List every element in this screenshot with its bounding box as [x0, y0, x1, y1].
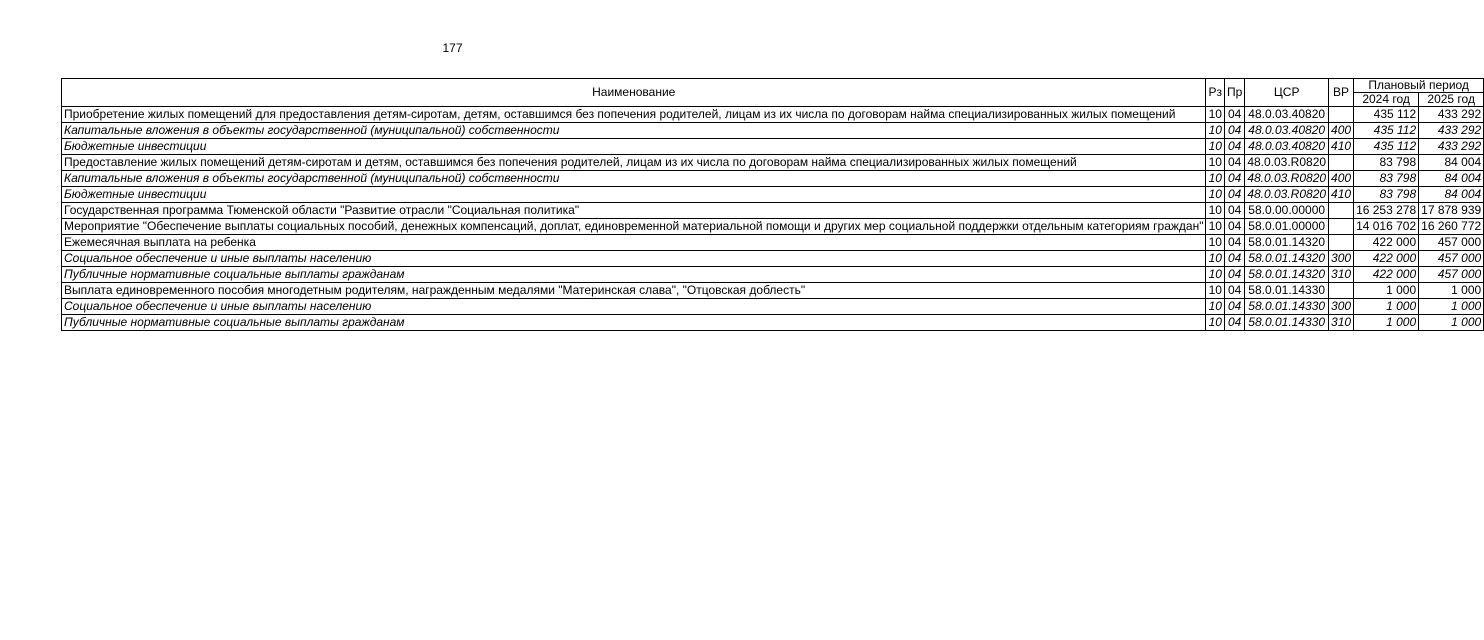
- row-rz: 10: [1206, 219, 1225, 235]
- header-year-2025: 2025 год: [1419, 93, 1484, 107]
- row-pr: 04: [1225, 187, 1245, 203]
- row-amount-2025: 433 292: [1419, 107, 1484, 123]
- row-amount-2024: 1 000: [1354, 315, 1419, 331]
- row-rz: 10: [1206, 187, 1225, 203]
- row-rz: 10: [1206, 171, 1225, 187]
- row-amount-2024: 16 253 278: [1354, 203, 1419, 219]
- row-csr: 48.0.03.R0820: [1245, 187, 1329, 203]
- row-vr: [1329, 235, 1354, 251]
- row-pr: 04: [1225, 219, 1245, 235]
- budget-table: [61, 78, 1484, 331]
- row-pr: 04: [1225, 299, 1245, 315]
- table-row: [62, 219, 1484, 235]
- table-row: [62, 171, 1484, 187]
- row-csr: 58.0.01.14330: [1245, 283, 1329, 299]
- row-amount-2025: 457 000: [1419, 267, 1484, 283]
- row-pr: 04: [1225, 251, 1245, 267]
- row-vr: 400: [1329, 171, 1354, 187]
- row-amount-2025: 84 004: [1419, 171, 1484, 187]
- row-name: Бюджетные инвестиции: [62, 187, 1206, 203]
- row-vr: 410: [1329, 187, 1354, 203]
- row-vr: [1329, 107, 1354, 123]
- row-pr: 04: [1225, 107, 1245, 123]
- header-name: Наименование: [62, 79, 1206, 107]
- header-vr: ВР: [1329, 79, 1354, 107]
- row-vr: 310: [1329, 267, 1354, 283]
- row-rz: 10: [1206, 123, 1225, 139]
- row-amount-2024: 422 000: [1354, 267, 1419, 283]
- row-vr: 410: [1329, 139, 1354, 155]
- row-rz: 10: [1206, 283, 1225, 299]
- table-body: [62, 107, 1484, 331]
- row-rz: 10: [1206, 235, 1225, 251]
- row-pr: 04: [1225, 267, 1245, 283]
- row-pr: 04: [1225, 283, 1245, 299]
- row-amount-2025: 16 260 772: [1419, 219, 1484, 235]
- row-name: Приобретение жилых помещений для предоставления детям-сиротам, детям, оставшимся без попечения родителей, лицам из их числа по договорам найма специализированных жилых помещений: [62, 107, 1206, 123]
- row-amount-2025: 1 000: [1419, 283, 1484, 299]
- table-row: [62, 187, 1484, 203]
- row-name: Капитальные вложения в объекты государственной (муниципальной) собственности: [62, 123, 1206, 139]
- row-vr: [1329, 283, 1354, 299]
- row-vr: 310: [1329, 315, 1354, 331]
- row-pr: 04: [1225, 235, 1245, 251]
- table-row: [62, 123, 1484, 139]
- table-row: [62, 315, 1484, 331]
- row-amount-2024: 435 112: [1354, 123, 1419, 139]
- header-csr: ЦСР: [1245, 79, 1329, 107]
- row-vr: [1329, 203, 1354, 219]
- row-amount-2025: 457 000: [1419, 235, 1484, 251]
- row-csr: 48.0.03.40820: [1245, 107, 1329, 123]
- row-vr: 300: [1329, 251, 1354, 267]
- row-name: Социальное обеспечение и иные выплаты населению: [62, 299, 1206, 315]
- header-year-2024: 2024 год: [1354, 93, 1419, 107]
- row-csr: 58.0.01.00000: [1245, 219, 1329, 235]
- row-name: Капитальные вложения в объекты государственной (муниципальной) собственности: [62, 171, 1206, 187]
- row-amount-2024: 83 798: [1354, 155, 1419, 171]
- row-amount-2025: 1 000: [1419, 315, 1484, 331]
- table-row: [62, 139, 1484, 155]
- row-pr: 04: [1225, 123, 1245, 139]
- row-amount-2025: 433 292: [1419, 123, 1484, 139]
- row-amount-2024: 435 112: [1354, 139, 1419, 155]
- row-csr: 58.0.01.14320: [1245, 235, 1329, 251]
- row-name: Публичные нормативные социальные выплаты гражданам: [62, 315, 1206, 331]
- row-amount-2024: 435 112: [1354, 107, 1419, 123]
- row-amount-2024: 422 000: [1354, 235, 1419, 251]
- row-amount-2024: 14 016 702: [1354, 219, 1419, 235]
- page-number: 177: [442, 41, 463, 55]
- row-csr: 58.0.01.14330: [1245, 315, 1329, 331]
- row-pr: 04: [1225, 315, 1245, 331]
- row-amount-2024: 83 798: [1354, 187, 1419, 203]
- table-row: [62, 107, 1484, 123]
- row-amount-2025: 17 878 939: [1419, 203, 1484, 219]
- row-vr: 400: [1329, 123, 1354, 139]
- row-rz: 10: [1206, 203, 1225, 219]
- row-amount-2024: 422 000: [1354, 251, 1419, 267]
- row-name: Ежемесячная выплата на ребенка: [62, 235, 1206, 251]
- row-csr: 48.0.03.R0820: [1245, 171, 1329, 187]
- row-rz: 10: [1206, 155, 1225, 171]
- row-pr: 04: [1225, 203, 1245, 219]
- row-name: Государственная программа Тюменской области "Развитие отрасли "Социальная политика": [62, 203, 1206, 219]
- row-pr: 04: [1225, 171, 1245, 187]
- table-row: [62, 251, 1484, 267]
- header-rz: Рз: [1206, 79, 1225, 107]
- row-amount-2024: 83 798: [1354, 171, 1419, 187]
- table-row: [62, 155, 1484, 171]
- row-name: Выплата единовременного пособия многодетным родителям, награжденным медалями "Материнская слава", "Отцовская доблесть": [62, 283, 1206, 299]
- row-name: Мероприятие "Обеспечение выплаты социальных пособий, денежных компенсаций, доплат, единовременной материальной помощи и других мер социальной поддержки отдельным категориям граждан": [62, 219, 1206, 235]
- header-planned-period: Плановый период: [1354, 79, 1484, 93]
- row-rz: 10: [1206, 315, 1225, 331]
- row-amount-2024: 1 000: [1354, 299, 1419, 315]
- row-vr: [1329, 155, 1354, 171]
- row-csr: 58.0.01.14320: [1245, 251, 1329, 267]
- row-amount-2025: 84 004: [1419, 155, 1484, 171]
- row-rz: 10: [1206, 251, 1225, 267]
- row-csr: 58.0.01.14320: [1245, 267, 1329, 283]
- row-amount-2024: 1 000: [1354, 283, 1419, 299]
- table-row: [62, 299, 1484, 315]
- row-name: Предоставление жилых помещений детям-сиротам и детям, оставшимся без попечения родителей, лицам из их числа по договорам найма специализированных жилых помещений: [62, 155, 1206, 171]
- row-rz: 10: [1206, 299, 1225, 315]
- table-row: [62, 235, 1484, 251]
- row-name: Публичные нормативные социальные выплаты гражданам: [62, 267, 1206, 283]
- row-rz: 10: [1206, 267, 1225, 283]
- row-amount-2025: 1 000: [1419, 299, 1484, 315]
- table-row: [62, 203, 1484, 219]
- row-name: Социальное обеспечение и иные выплаты населению: [62, 251, 1206, 267]
- row-csr: 58.0.01.14330: [1245, 299, 1329, 315]
- row-vr: 300: [1329, 299, 1354, 315]
- row-csr: 48.0.03.40820: [1245, 123, 1329, 139]
- row-csr: 48.0.03.40820: [1245, 139, 1329, 155]
- row-amount-2025: 457 000: [1419, 251, 1484, 267]
- table-row: [62, 283, 1484, 299]
- row-vr: [1329, 219, 1354, 235]
- row-amount-2025: 433 292: [1419, 139, 1484, 155]
- row-pr: 04: [1225, 139, 1245, 155]
- row-csr: 58.0.00.00000: [1245, 203, 1329, 219]
- row-name: Бюджетные инвестиции: [62, 139, 1206, 155]
- row-rz: 10: [1206, 107, 1225, 123]
- table-row: [62, 267, 1484, 283]
- row-amount-2025: 84 004: [1419, 187, 1484, 203]
- row-pr: 04: [1225, 155, 1245, 171]
- header-pr: Пр: [1225, 79, 1245, 107]
- row-csr: 48.0.03.R0820: [1245, 155, 1329, 171]
- row-rz: 10: [1206, 139, 1225, 155]
